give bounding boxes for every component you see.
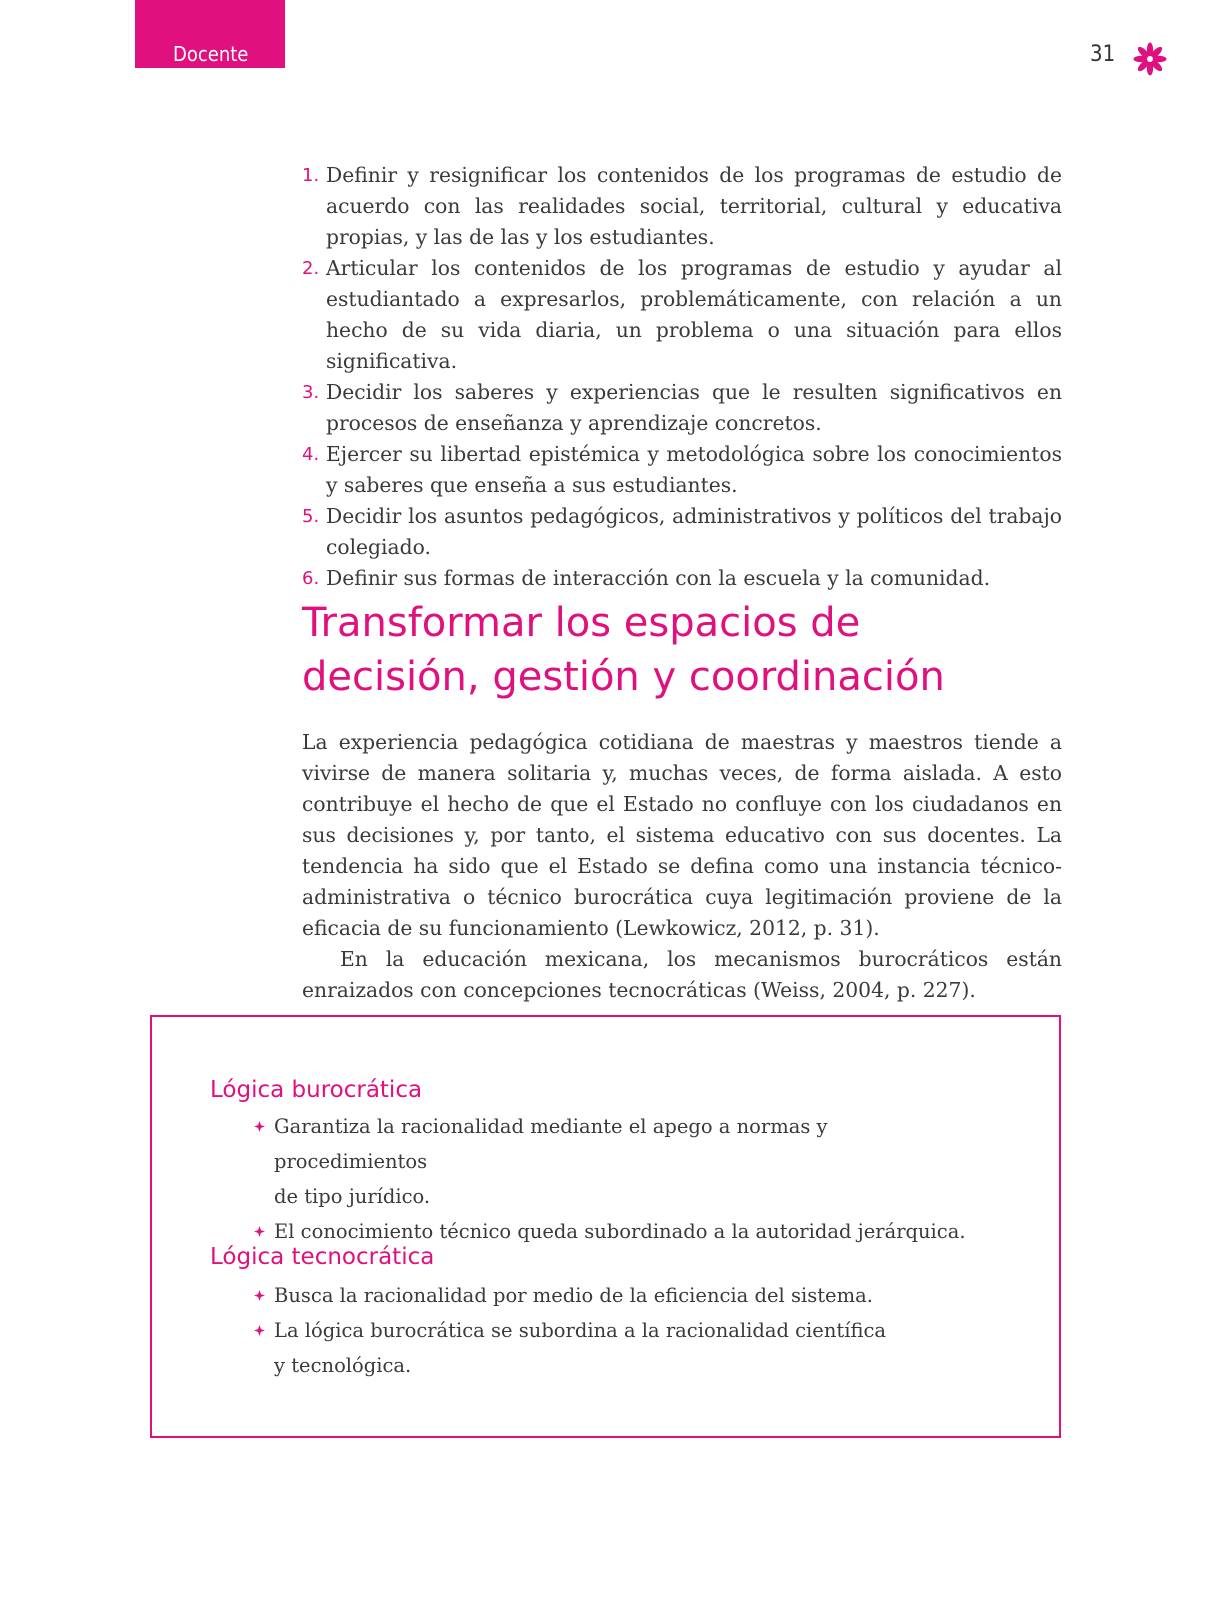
- list-text: Decidir los saberes y experiencias que le resulten significativos en procesos de enseñanza y aprendizaje concretos.: [326, 380, 1062, 435]
- section-label: Docente: [173, 42, 249, 66]
- list-item: [302, 563, 1062, 594]
- bullet-list-burocratica: [254, 1109, 974, 1249]
- list-number: 6.: [302, 568, 320, 589]
- list-text: Definir y resignificar los contenidos de los programas de estudio de acuerdo con las realidades social, territorial, cultural y educativa propias, y las de las y los estudiantes.: [326, 163, 1062, 249]
- diamond-bullet-icon: [254, 1121, 265, 1132]
- list-item: [302, 253, 1062, 377]
- section-tab: [135, 0, 285, 68]
- bullet-text: Garantiza la racionalidad mediante el apego a normas y procedimientos: [274, 1115, 828, 1173]
- list-number: 3.: [302, 382, 320, 403]
- callout-heading-burocratica: Lógica burocrática: [210, 1077, 423, 1103]
- paragraph: En la educación mexicana, los mecanismos burocráticos están enraizados con concepciones tecnocráticas (Weiss, 2004, p. 227).: [302, 947, 1062, 1002]
- list-number: 5.: [302, 506, 320, 527]
- section-title-line1: Transformar los espacios de: [302, 600, 861, 646]
- body-text: [302, 727, 1062, 1006]
- list-item: [302, 160, 1062, 253]
- list-number: 2.: [302, 258, 320, 279]
- list-item: [302, 439, 1062, 501]
- callout-box: [150, 1015, 1061, 1438]
- list-text: Ejercer su libertad epistémica y metodológica sobre los conocimientos y saberes que enseña a sus estudiantes.: [326, 442, 1062, 497]
- bullet-item: [254, 1313, 974, 1383]
- diamond-bullet-icon: [254, 1226, 265, 1237]
- list-text: Definir sus formas de interacción con la escuela y la comunidad.: [326, 566, 991, 590]
- bullet-text: de tipo jurídico.: [274, 1185, 431, 1208]
- section-title-line2: decisión, gestión y coordinación: [302, 654, 945, 700]
- bullet-text: Busca la racionalidad por medio de la eficiencia del sistema.: [274, 1284, 873, 1307]
- list-number: 1.: [302, 165, 320, 186]
- list-text: Articular los contenidos de los programas de estudio y ayudar al estudiantado a expresarlos, problemáticamente, con relación a un hecho de su vida diaria, un problema o una situación para ellos significativa.: [326, 256, 1062, 373]
- bullet-text: El conocimiento técnico queda subordinado a la autoridad jerárquica.: [274, 1220, 966, 1243]
- bullet-item: [254, 1278, 974, 1313]
- diamond-bullet-icon: [254, 1325, 265, 1336]
- list-item: [302, 501, 1062, 563]
- list-text: Decidir los asuntos pedagógicos, administrativos y políticos del trabajo colegiado.: [326, 504, 1062, 559]
- bullet-item: [254, 1109, 974, 1214]
- paragraph: La experiencia pedagógica cotidiana de maestras y maestros tiende a vivirse de manera solitaria y, muchas veces, de forma aislada. A esto contribuye el hecho de que el Estado no confluye con los ciudadanos en sus decisiones y, por tanto, el sistema educativo con sus docentes. La tendencia ha sido que el Estado se defina como una instancia técnico-administrativa o técnico burocrática cuya legitimación proviene de la eficacia de su funcionamiento (Lewkowicz, 2012, p. 31).: [302, 730, 1062, 940]
- list-item: [302, 377, 1062, 439]
- list-number: 4.: [302, 444, 320, 465]
- page-number: 31: [1090, 42, 1116, 67]
- bullet-text: La lógica burocrática se subordina a la racionalidad científica: [274, 1319, 887, 1342]
- callout-heading-tecnocratica: Lógica tecnocrática: [210, 1244, 435, 1270]
- bullet-list-tecnocratica: [254, 1278, 974, 1383]
- bullet-text: y tecnológica.: [274, 1354, 412, 1377]
- diamond-bullet-icon: [254, 1290, 265, 1301]
- numbered-list: [302, 160, 1062, 594]
- section-title: [302, 596, 945, 704]
- asterisk-flower-icon: [1133, 42, 1167, 76]
